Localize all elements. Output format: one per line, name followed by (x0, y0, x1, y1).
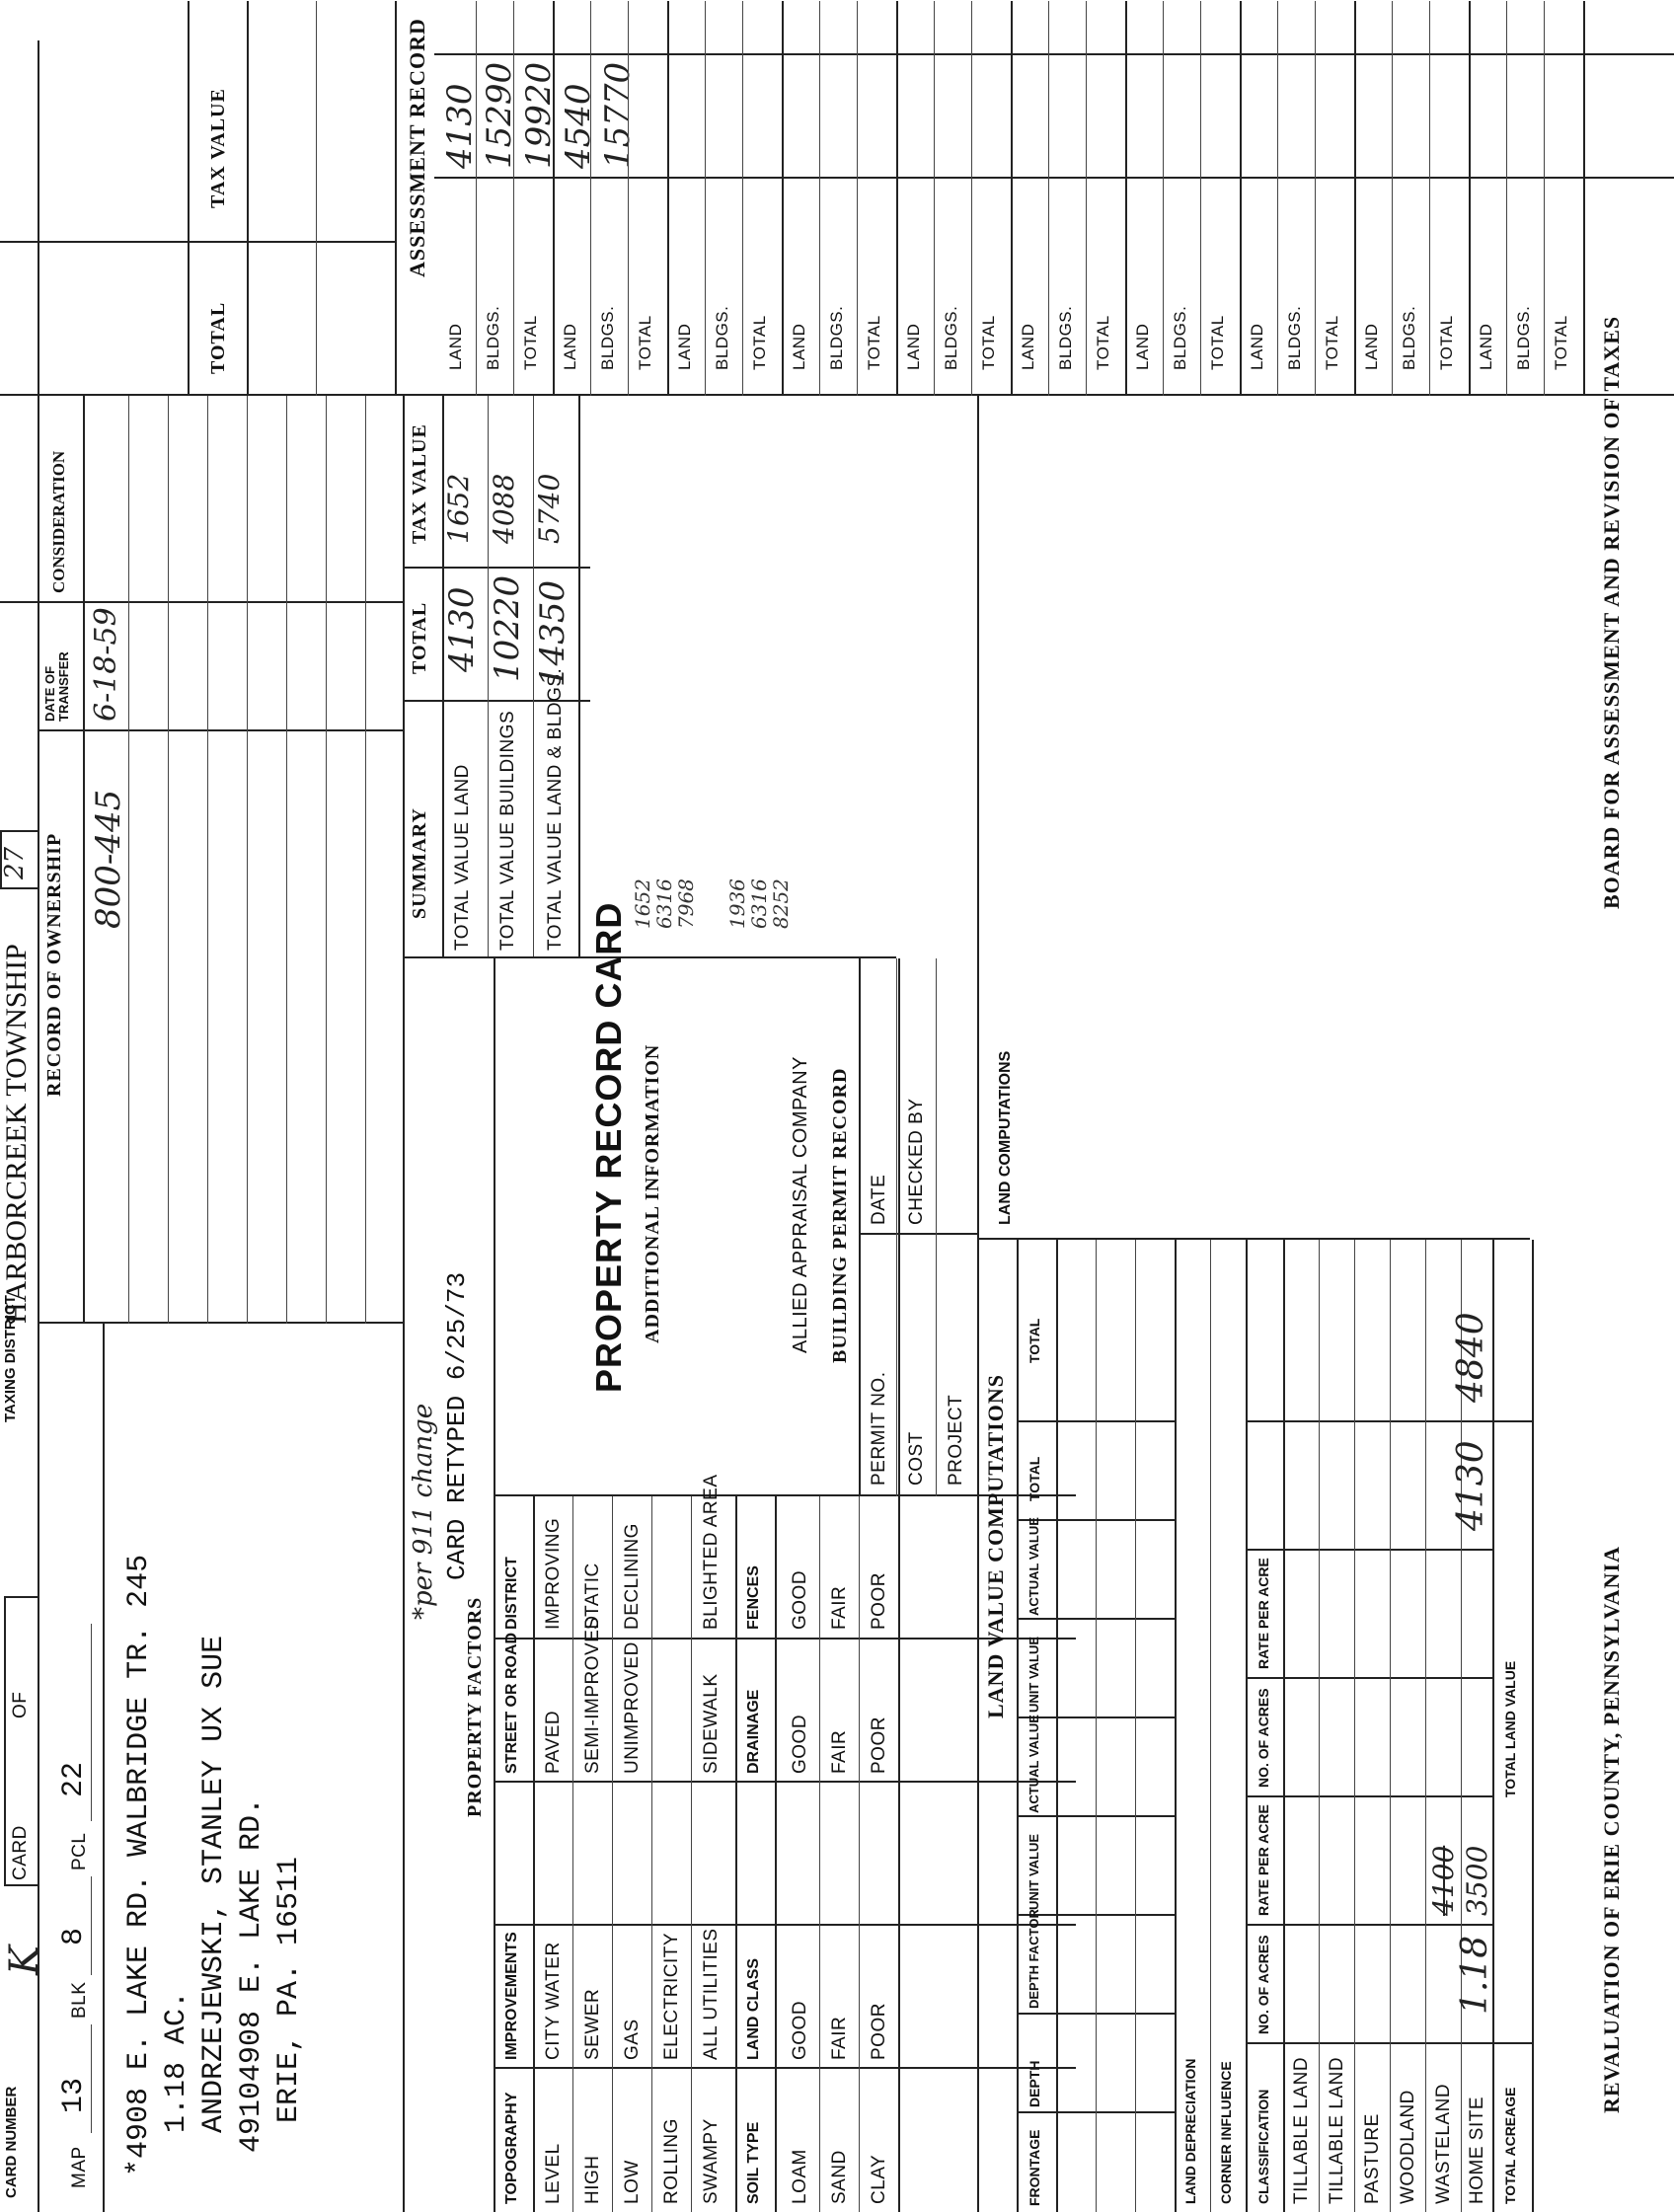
card-number-value: K (2, 1945, 47, 1975)
summary-tax-label: TAX VALUE (409, 423, 430, 544)
class-col-rate-1: RATE PER ACRE (1256, 1804, 1271, 1916)
summary-title: SUMMARY (409, 807, 430, 919)
asmt-bldgs-8: BLDGS. (1285, 305, 1304, 370)
imp-city-water: CITY WATER (543, 1942, 564, 2060)
additional-values-1 (632, 878, 697, 929)
asmt-value-5: 15770 (598, 61, 638, 169)
date-of-transfer-label: DATE OF TRANSFER (42, 651, 71, 722)
property-factors-title: PROPERTY FACTORS (464, 1596, 486, 1817)
class-tillable-1: TILLABLE LAND (1291, 2056, 1312, 2204)
summary-row-land-total: 4130 (442, 586, 482, 672)
asmt-total-6: TOTAL (1094, 315, 1112, 370)
col-actual-value-1: ACTUAL VALUE (1027, 1715, 1041, 1813)
permit-cost-label: COST (906, 1431, 927, 1486)
asmt-bldgs-3: BLDGS. (713, 305, 731, 370)
homesite-rate: 3500 (1461, 1845, 1493, 1916)
class-col-acres-1: NO. OF ACRES (1256, 1935, 1271, 2034)
asmt-value-4: 4540 (559, 83, 598, 169)
soil-clay: CLAY (869, 2154, 889, 2204)
land-value-title: LAND VALUE COMPUTATIONS (983, 1374, 1008, 1718)
imp-gas: GAS (622, 2019, 643, 2060)
asmt-bldgs-1: BLDGS. (484, 305, 502, 370)
drainage-label: DRAINAGE (745, 1689, 762, 1774)
permit-title: BUILDING PERMIT RECORD (829, 1067, 851, 1363)
street-label: STREET OR ROAD (503, 1632, 520, 1774)
district-label: DISTRICT (503, 1557, 520, 1630)
additional-title: ADDITIONAL INFORMATION (642, 1043, 663, 1343)
asmt-value-2: 15290 (480, 61, 519, 169)
imp-sewer: SEWER (582, 1988, 603, 2060)
class-wasteland: WASTELAND (1433, 2083, 1454, 2204)
land-computations-title: LAND COMPUTATIONS (997, 1050, 1014, 1225)
asmt-bldgs-2: BLDGS. (598, 305, 617, 370)
asmt-land-6: LAND (1019, 323, 1037, 370)
col-unit-value-1: UNIT VALUE (1027, 1833, 1041, 1910)
assessment-title: ASSESSMENT RECORD (405, 18, 429, 277)
taxing-district-value: HARBORCREEK TOWNSHIP (0, 944, 33, 1324)
summary-row-bldgs-total: 10220 (488, 574, 527, 682)
of-label: OF (10, 1691, 31, 1718)
asmt-total-4: TOTAL (865, 315, 883, 370)
asmt-land-3: LAND (675, 323, 694, 370)
add-val-1a: 1652 (631, 878, 654, 929)
asmt-total-5: TOTAL (979, 315, 998, 370)
asmt-land-1: LAND (446, 323, 465, 370)
asmt-land-5: LAND (904, 323, 923, 370)
topo-level: LEVEL (543, 2143, 564, 2204)
col-frontage: FRONTAGE (1027, 2129, 1042, 2206)
col-depth: DEPTH (1027, 2060, 1042, 2107)
owner-line-1: *4908 E. LAKE RD. WALBRIDGE TR. 245 (122, 1554, 156, 2176)
street-sidewalk: SIDEWALK (701, 1673, 722, 1774)
owner-line-3: ANDRZEJEWSKI, STANLEY UX SUE (197, 1635, 231, 2133)
homesite-total: 4840 (1451, 1312, 1491, 1403)
drain-poor: POOR (869, 1716, 889, 1774)
box-number: 27 (0, 846, 30, 879)
summary-row-land-label: TOTAL VALUE LAND (452, 764, 473, 951)
soil-loam: LOAM (790, 2149, 810, 2204)
col-depth-factor: DEPTH FACTOR (1027, 1909, 1041, 2009)
asmt-land-10: LAND (1477, 323, 1495, 370)
fence-good: GOOD (790, 1569, 810, 1630)
per-911-note: *per 911 change (409, 1403, 438, 1620)
summary-row-total-label: TOTAL VALUE LAND & BLDGS. (545, 667, 566, 951)
assessment-total-label: TOTAL (207, 301, 229, 374)
col-unit-value-2: UNIT VALUE (1027, 1636, 1041, 1713)
imp-electricity: ELECTRICITY (661, 1932, 682, 2060)
asmt-bldgs-10: BLDGS. (1514, 305, 1533, 370)
topo-swampy: SWAMPY (701, 2118, 722, 2204)
add-val-2a: 1936 (725, 878, 749, 929)
class-col-rate-2: RATE PER ACRE (1256, 1558, 1271, 1669)
fence-fair: FAIR (829, 1585, 850, 1630)
asmt-bldgs-5: BLDGS. (942, 305, 960, 370)
pcl-label: PCL (69, 1832, 90, 1870)
asmt-land-8: LAND (1248, 323, 1266, 370)
card-retyped: CARD RETYPED 6/25/73 (442, 1271, 472, 1580)
permit-no-label: PERMIT NO. (869, 1371, 889, 1486)
col-total-2: TOTAL (1027, 1318, 1042, 1363)
map-label: MAP (69, 2146, 90, 2188)
homesite-acres: 1.18 (1455, 1935, 1495, 2015)
asmt-total-9: TOTAL (1437, 315, 1456, 370)
street-semi: SEMI-IMPROVED (582, 1615, 603, 1774)
additional-values-2 (726, 878, 792, 929)
fences-label: FENCES (745, 1565, 762, 1630)
owner-line-4: 49104908 E. LAKE RD. (235, 1796, 268, 2153)
district-blighted: BLIGHTED AREA (701, 1474, 722, 1630)
district-declining: DECLINING (622, 1523, 643, 1630)
footer-left: REVALUATION OF ERIE COUNTY, PENNSYLVANIA (1599, 1546, 1624, 2113)
col-actual-value-2: ACTUAL VALUE (1027, 1517, 1041, 1616)
company-label: ALLIED APPRAISAL COMPANY (790, 1056, 811, 1353)
consideration-label: CONSIDERATION (49, 450, 68, 593)
homesite-value: 4130 (1451, 1440, 1491, 1531)
class-fair: FAIR (829, 2016, 850, 2060)
owner-line-2: 1.18 AC. (160, 1990, 193, 2133)
asmt-total-3: TOTAL (750, 315, 769, 370)
add-val-2b: 6316 (747, 878, 771, 929)
ownership-title: RECORD OF OWNERSHIP (43, 832, 65, 1097)
asmt-bldgs-6: BLDGS. (1056, 305, 1075, 370)
class-home-site: HOME SITE (1467, 2096, 1487, 2204)
topo-low: LOW (622, 2160, 643, 2204)
asmt-land-4: LAND (790, 323, 808, 370)
add-val-1b: 6316 (652, 878, 676, 929)
asmt-total-8: TOTAL (1323, 315, 1341, 370)
improvements-label: IMPROVEMENTS (503, 1932, 520, 2060)
street-unimproved: UNIMPROVED (622, 1641, 643, 1774)
permit-checked-label: CHECKED BY (906, 1098, 927, 1225)
asmt-bldgs-4: BLDGS. (827, 305, 846, 370)
blk-value: 8 (57, 1927, 91, 1945)
card-title: PROPERTY RECORD CARD (588, 901, 629, 1393)
assessment-tax-label: TAX VALUE (207, 88, 229, 208)
drain-good: GOOD (790, 1714, 810, 1774)
soil-label: SOIL TYPE (745, 2121, 762, 2204)
asmt-value-3: 19920 (519, 61, 559, 169)
imp-all-utilities: ALL UTILITIES (701, 1928, 722, 2060)
topography-label: TOPOGRAPHY (503, 2092, 520, 2204)
asmt-total-2: TOTAL (636, 315, 654, 370)
summary-row-total-tax: 5740 (533, 473, 566, 544)
street-paved: PAVED (543, 1710, 564, 1774)
class-tillable-2: TILLABLE LAND (1327, 2056, 1347, 2204)
asmt-value-1: 4130 (440, 83, 480, 169)
fence-poor: POOR (869, 1572, 889, 1630)
asmt-bldgs-9: BLDGS. (1400, 305, 1418, 370)
map-value: 13 (57, 2077, 91, 2113)
class-col-classification: CLASSIFICATION (1256, 2089, 1271, 2204)
class-col-acres-2: NO. OF ACRES (1256, 1688, 1271, 1788)
col-total-1: TOTAL (1027, 1456, 1042, 1501)
total-acreage-label: TOTAL ACREAGE (1502, 2087, 1518, 2204)
homesite-rate-struck: 4100 (1427, 1845, 1460, 1916)
class-poor: POOR (869, 2003, 889, 2060)
blk-label: BLK (69, 1981, 90, 2019)
card-label: CARD (10, 1825, 31, 1880)
topo-high: HIGH (582, 2155, 603, 2204)
district-improving: IMPROVING (543, 1517, 564, 1630)
summary-row-total-total: 14350 (533, 579, 572, 687)
asmt-total-10: TOTAL (1552, 315, 1570, 370)
pcl-value: 22 (57, 1761, 91, 1797)
corner-influence-label: CORNER INFLUENCE (1218, 2061, 1234, 2204)
card-number-label: CARD NUMBER (3, 2086, 20, 2198)
ownership-date: 6-18-59 (89, 607, 123, 722)
footer-right: BOARD FOR ASSESSMENT AND REVISION OF TAXES (1599, 315, 1624, 909)
summary-row-bldgs-label: TOTAL VALUE BUILDINGS (497, 710, 518, 951)
asmt-land-2: LAND (561, 323, 579, 370)
add-val-1c: 7968 (674, 878, 698, 929)
class-pasture: PASTURE (1362, 2113, 1383, 2204)
permit-project-label: PROJECT (946, 1394, 966, 1486)
add-val-2c: 8252 (769, 878, 793, 929)
soil-sand: SAND (829, 2150, 850, 2204)
total-land-value-label: TOTAL LAND VALUE (1502, 1660, 1518, 1797)
class-woodland: WOODLAND (1398, 2090, 1418, 2204)
owner-line-5: ERIE, PA. 16511 (272, 1856, 306, 2123)
landclass-label: LAND CLASS (745, 1957, 762, 2060)
summary-total-label: TOTAL (409, 601, 430, 674)
permit-date-label: DATE (869, 1174, 889, 1225)
summary-row-bldgs-tax: 4088 (488, 473, 520, 544)
taxing-district-label: TAXING DISTRICT (2, 1295, 19, 1422)
topo-rolling: ROLLING (661, 2118, 682, 2204)
land-depreciation-label: LAND DEPRECIATION (1182, 2058, 1198, 2204)
asmt-total-7: TOTAL (1208, 315, 1227, 370)
asmt-total-1: TOTAL (521, 315, 540, 370)
asmt-bldgs-7: BLDGS. (1171, 305, 1189, 370)
ownership-deed: 800-445 (89, 789, 128, 929)
asmt-land-7: LAND (1133, 323, 1152, 370)
district-static: STATIC (582, 1563, 603, 1630)
class-good: GOOD (790, 2000, 810, 2060)
drain-fair: FAIR (829, 1729, 850, 1774)
summary-row-land-tax: 1652 (442, 473, 475, 544)
asmt-land-9: LAND (1362, 323, 1381, 370)
